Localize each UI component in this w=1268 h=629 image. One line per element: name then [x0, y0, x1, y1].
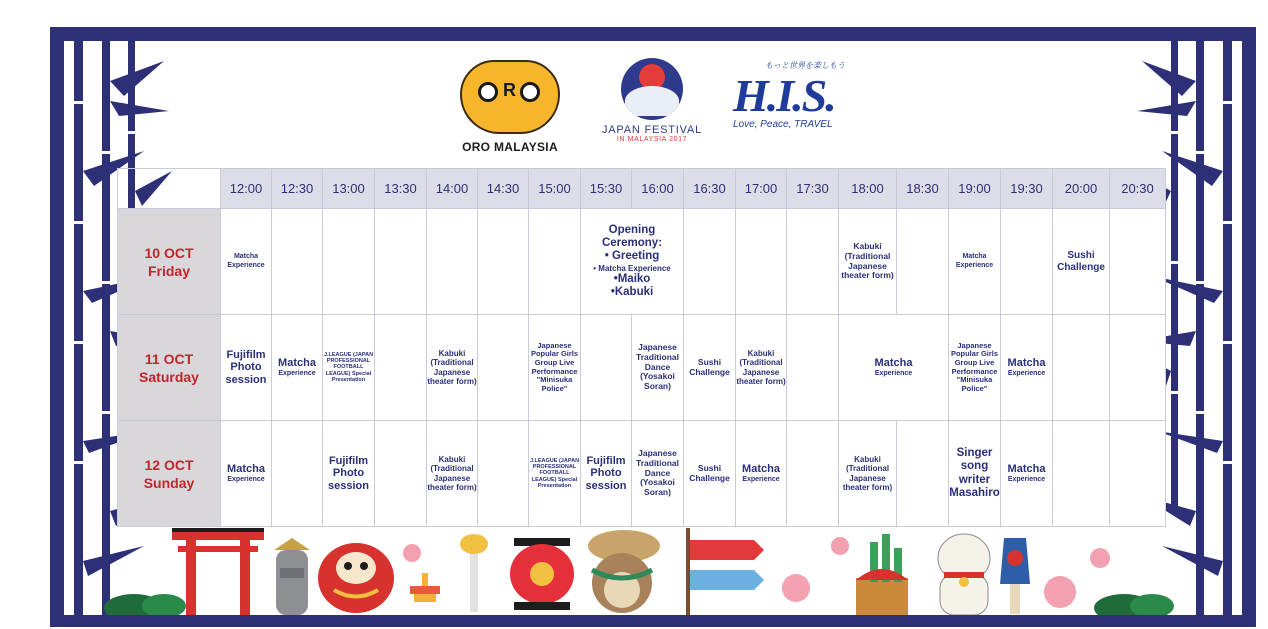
event-cell: Sushi Challenge — [684, 315, 736, 421]
event-cell: Kabuki (Traditional Japanese theater form) — [427, 421, 478, 527]
time-header: 13:00 — [323, 169, 375, 209]
time-header: 15:30 — [581, 169, 632, 209]
pine-bush-icon — [1094, 594, 1174, 615]
pine-bush-icon — [104, 594, 186, 615]
japanese-icons-decoration — [64, 528, 1242, 615]
event-subtitle: Experience — [278, 369, 316, 377]
empty-cell — [323, 209, 375, 315]
empty-cell — [897, 421, 949, 527]
event-cell: Matcha Experience — [949, 209, 1001, 315]
time-header: 14:30 — [478, 169, 529, 209]
event-subtitle: Experience — [227, 475, 265, 483]
day-weekday: Friday — [147, 262, 190, 279]
event-cell: Japanese Traditional Dance (Yosakoi Soran) — [632, 421, 684, 527]
event-cell: Sushi Challenge — [684, 421, 736, 527]
time-header: 12:00 — [221, 169, 272, 209]
empty-cell — [1053, 315, 1110, 421]
empty-cell — [272, 209, 323, 315]
empty-cell — [478, 421, 529, 527]
oro-face-icon — [460, 60, 560, 134]
time-header: 12:30 — [272, 169, 323, 209]
kadomatsu-icon — [856, 534, 908, 615]
his-slogan: Love, Peace, TRAVEL — [733, 119, 833, 130]
day-weekday: Saturday — [139, 368, 199, 385]
maneki-neko-icon — [938, 534, 990, 615]
event-cell — [221, 421, 272, 527]
opening-item: •Kabuki — [610, 285, 654, 298]
day-label — [118, 209, 221, 315]
time-header: 17:00 — [736, 169, 787, 209]
empty-cell — [1110, 315, 1166, 421]
event-cell — [1001, 315, 1053, 421]
plum-blossom-icon — [1090, 548, 1110, 568]
paper-lantern-icon — [510, 538, 574, 610]
event-title: Matcha — [1007, 357, 1046, 370]
empty-cell — [787, 421, 839, 527]
event-subtitle: Experience — [874, 369, 913, 377]
event-cell: Kabuki (Traditional Japanese theater form) — [839, 209, 897, 315]
oro-nose-letter: R — [503, 80, 516, 100]
event-title: Matcha — [742, 463, 780, 476]
time-header: 19:00 — [949, 169, 1001, 209]
event-cell: Fujifilm Photo session — [221, 315, 272, 421]
time-header-row — [118, 169, 1166, 209]
spinning-top-icon — [410, 573, 440, 602]
event-title: Matcha — [1007, 463, 1046, 476]
header-corner — [118, 169, 221, 209]
empty-cell — [1110, 209, 1166, 315]
time-header: 19:30 — [1001, 169, 1053, 209]
time-header: 15:00 — [529, 169, 581, 209]
time-header: 13:30 — [375, 169, 427, 209]
empty-cell — [478, 209, 529, 315]
schedule-row-saturday — [118, 315, 1166, 421]
event-subtitle: Experience — [1007, 475, 1046, 483]
empty-cell — [684, 209, 736, 315]
event-cell — [736, 421, 787, 527]
empty-cell — [787, 315, 839, 421]
event-cell: Fujifilm Photo session — [323, 421, 375, 527]
event-cell — [839, 315, 949, 421]
empty-cell — [787, 209, 839, 315]
event-cell: J.LEAGUE (JAPAN PROFESSIONAL FOOTBALL LEAGUE) Special Presentation — [529, 421, 581, 527]
japan-festival-subtitle: IN MALAYSIA 2017 — [616, 136, 688, 143]
event-title: Matcha — [227, 463, 265, 476]
empty-cell — [375, 209, 427, 315]
koinobori-carp-icon — [686, 528, 764, 615]
his-tagline: もっと世界を楽しもう — [765, 61, 845, 70]
plum-blossom-icon — [831, 537, 849, 555]
event-cell: Kabuki (Traditional Japanese theater form) — [427, 315, 478, 421]
empty-cell — [1001, 209, 1053, 315]
oro-malaysia-logo — [455, 60, 565, 155]
plum-blossom-icon — [403, 544, 421, 562]
time-header: 17:30 — [787, 169, 839, 209]
opening-item: •Maiko — [613, 272, 651, 285]
day-weekday: Sunday — [143, 474, 195, 491]
daruma-icon — [318, 543, 394, 613]
jizo-statue-icon — [274, 538, 310, 615]
time-header: 20:00 — [1053, 169, 1110, 209]
time-header: 18:30 — [897, 169, 949, 209]
time-header: 14:00 — [427, 169, 478, 209]
hagoita-paddle-icon — [1000, 538, 1030, 614]
japan-festival-title: JAPAN FESTIVAL — [601, 124, 703, 136]
event-title: Matcha — [874, 357, 913, 370]
day-label — [118, 315, 221, 421]
opening-title: Opening Ceremony: — [601, 223, 663, 250]
empty-cell — [272, 421, 323, 527]
event-cell — [1001, 421, 1053, 527]
candy-stick-icon — [460, 534, 488, 612]
opening-item: • Greeting — [604, 250, 660, 263]
event-cell — [272, 315, 323, 421]
event-cell: Japanese Traditional Dance (Yosakoi Soran) — [632, 315, 684, 421]
time-header: 16:30 — [684, 169, 736, 209]
empty-cell — [375, 421, 427, 527]
empty-cell — [736, 209, 787, 315]
day-date: 11 OCT — [144, 350, 194, 367]
time-header: 18:00 — [839, 169, 897, 209]
tanuki-icon — [588, 530, 660, 613]
event-title: Matcha — [278, 357, 316, 370]
day-date: 10 OCT — [144, 244, 194, 261]
oro-name: ORO MALAYSIA — [462, 140, 558, 154]
plum-blossom-icon — [782, 574, 810, 602]
event-subtitle: Experience — [742, 475, 780, 483]
opening-item: • Matcha Experience — [593, 263, 671, 273]
empty-cell — [1053, 421, 1110, 527]
event-cell: Sushi Challenge — [1053, 209, 1110, 315]
event-cell: Japanese Popular Girls Group Live Performance "Minisuka Police" — [529, 315, 581, 421]
empty-cell — [1110, 421, 1166, 527]
time-header: 16:00 — [632, 169, 684, 209]
japan-festival-logo — [592, 58, 712, 153]
event-cell: J.LEAGUE (JAPAN PROFESSIONAL FOOTBALL LEAGUE) Special Presentation — [323, 315, 375, 421]
plum-blossom-icon — [1044, 576, 1076, 608]
day-date: 12 OCT — [144, 456, 194, 473]
day-label — [118, 421, 221, 527]
event-cell: Kabuki (Traditional Japanese theater form) — [839, 421, 897, 527]
empty-cell — [478, 315, 529, 421]
schedule-row-sunday — [118, 421, 1166, 527]
event-cell: Matcha Experience — [221, 209, 272, 315]
empty-cell — [375, 315, 427, 421]
event-cell: Kabuki (Traditional Japanese theater form) — [736, 315, 787, 421]
empty-cell — [581, 315, 632, 421]
torii-gate-icon — [172, 528, 264, 615]
empty-cell — [529, 209, 581, 315]
event-cell-opening-ceremony — [581, 209, 684, 315]
empty-cell — [897, 209, 949, 315]
time-header: 20:30 — [1110, 169, 1166, 209]
event-cell: Japanese Popular Girls Group Live Performance "Minisuka Police" — [949, 315, 1001, 421]
schedule-row-friday — [118, 209, 1166, 315]
wave-sun-icon — [621, 58, 683, 120]
schedule-table — [117, 168, 1166, 527]
his-mark: H.I.S. — [733, 70, 835, 121]
event-subtitle: Experience — [1007, 369, 1046, 377]
event-cell: Fujifilm Photo session — [581, 421, 632, 527]
empty-cell — [427, 209, 478, 315]
his-logo — [733, 60, 883, 155]
event-cell: Singer song writer Masahiro — [949, 421, 1001, 527]
